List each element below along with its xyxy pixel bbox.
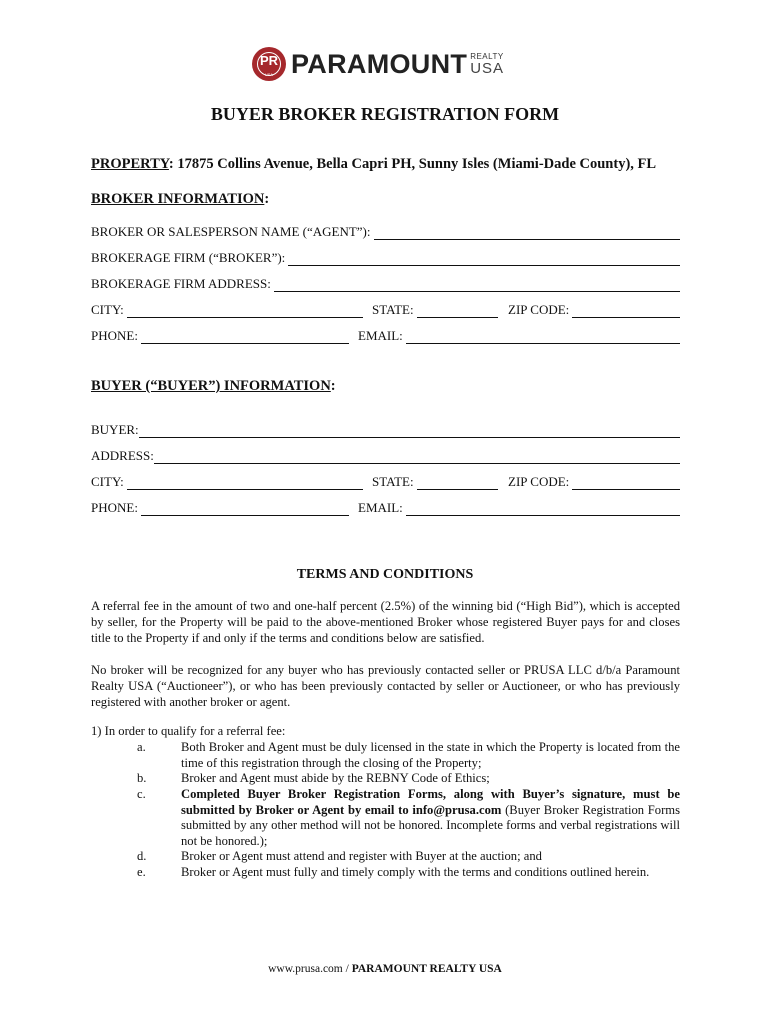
buyer-name-field[interactable] — [139, 425, 680, 438]
form-title: BUYER BROKER REGISTRATION FORM — [210, 104, 560, 124]
buyer-state-label: STATE: — [372, 474, 414, 489]
list-marker: d. — [137, 849, 147, 863]
buyer-state-row — [372, 472, 498, 490]
terms-paragraph-2: No broker will be recognized for any buyer who has previously contacted seller or PRUSA LLC d/b/a Paramount Realty USA (“Auctioneer”), or who has been previously contacted by seller or Auctioneer, or who has previously registered with another broker or agent. — [91, 663, 680, 709]
buyer-email-row — [358, 498, 680, 516]
broker-phone-field[interactable] — [141, 331, 349, 344]
brokerage-firm-field[interactable] — [288, 253, 680, 266]
broker-state-row — [372, 300, 498, 318]
buyer-phone-label: PHONE: — [91, 500, 138, 515]
company-logo — [252, 46, 504, 82]
broker-section-heading: BROKER INFORMATION: — [91, 191, 270, 207]
logo-realty: REALTY — [470, 51, 504, 61]
broker-email-label: EMAIL: — [358, 328, 403, 343]
list-item-text — [181, 787, 680, 849]
list-marker: b. — [137, 771, 147, 785]
list-item-rest: (Buyer Broker Registration Forms submitted by any other method will not be honored. Incomplete forms and verbal registrations will not be honored.); — [181, 802, 680, 848]
list-marker: a. — [137, 740, 146, 754]
buyer-email-label: EMAIL: — [358, 500, 403, 515]
buyer-city-row — [91, 472, 363, 490]
agent-name-row — [91, 222, 680, 240]
broker-zip-label: ZIP CODE: — [508, 302, 570, 317]
list-item-text: Broker or Agent must fully and timely comply with the terms and conditions outlined herein. — [181, 865, 650, 879]
terms-paragraph-1: A referral fee in the amount of two and one-half percent (2.5%) of the winning bid (“High Bid”), which is accepted by seller, for the Property will be paid to the above-mentioned Broker whose registered Buyer pays for and closes title to the Property if and only if the terms and conditions below are satisfied. — [91, 599, 680, 645]
buyer-city-field[interactable] — [127, 477, 363, 490]
brokerage-firm-row — [91, 248, 680, 266]
buyer-address-label: ADDRESS: — [91, 448, 154, 463]
list-item-bold: Completed Buyer Broker Registration Forms, along with Buyer’s signature, must be submitted by Broker or Agent by email to info@prusa.com — [181, 787, 680, 817]
broker-email-row — [358, 326, 680, 344]
list-intro: 1) In order to qualify for a referral fee: — [91, 724, 286, 738]
property-label: PROPERTY — [91, 156, 169, 172]
agent-name-label: BROKER OR SALESPERSON NAME (“AGENT”): — [91, 224, 371, 239]
brokerage-firm-label: BROKERAGE FIRM (“BROKER”): — [91, 250, 286, 265]
logo-mark-small: USA — [264, 72, 274, 77]
property-line — [91, 156, 656, 173]
logo-name: PARAMOUNT — [291, 48, 468, 79]
broker-state-field[interactable] — [417, 305, 498, 318]
buyer-zip-field[interactable] — [572, 477, 680, 490]
broker-city-label: CITY: — [91, 302, 124, 317]
buyer-address-row — [91, 446, 680, 464]
buyer-name-row — [91, 420, 680, 438]
footer-company: PARAMOUNT REALTY USA — [351, 963, 502, 975]
buyer-name-label: BUYER: — [91, 422, 139, 437]
footer-url: www.prusa.com / — [268, 963, 352, 975]
buyer-state-field[interactable] — [417, 477, 498, 490]
list-item-text: Broker and Agent must abide by the REBNY Code of Ethics; — [181, 771, 490, 785]
brokerage-address-label: BROKERAGE FIRM ADDRESS: — [91, 276, 271, 291]
logo-mark-letters: PR — [259, 53, 279, 68]
buyer-phone-row — [91, 498, 349, 516]
buyer-city-label: CITY: — [91, 474, 124, 489]
page-footer — [0, 963, 770, 975]
broker-city-field[interactable] — [127, 305, 363, 318]
buyer-zip-label: ZIP CODE: — [508, 474, 570, 489]
broker-zip-row — [508, 300, 680, 318]
buyer-email-field[interactable] — [406, 503, 680, 516]
terms-heading: TERMS AND CONDITIONS — [296, 567, 474, 582]
buyer-section-heading: BUYER (“BUYER”) INFORMATION: — [91, 378, 336, 394]
brokerage-address-field[interactable] — [274, 279, 680, 292]
list-item-text: Both Broker and Agent must be duly licensed in the state in which the Property is located from the time of this registration through the closing of the Property; — [181, 740, 680, 770]
broker-phone-label: PHONE: — [91, 328, 138, 343]
buyer-zip-row — [508, 472, 680, 490]
broker-phone-row — [91, 326, 349, 344]
list-item-text: Broker or Agent must attend and register with Buyer at the auction; and — [181, 849, 542, 863]
broker-city-row — [91, 300, 363, 318]
list-marker: e. — [137, 865, 146, 879]
buyer-phone-field[interactable] — [141, 503, 349, 516]
buyer-address-field[interactable] — [154, 451, 680, 464]
broker-state-label: STATE: — [372, 302, 414, 317]
list-marker: c. — [137, 787, 146, 801]
logo-mark-icon — [252, 47, 286, 81]
broker-zip-field[interactable] — [572, 305, 680, 318]
logo-usa: USA — [470, 59, 505, 77]
property-value: : 17875 Collins Avenue, Bella Capri PH, Sunny Isles (Miami-Dade County), FL — [168, 156, 657, 172]
broker-email-field[interactable] — [406, 331, 680, 344]
agent-name-field[interactable] — [374, 227, 681, 240]
brokerage-address-row — [91, 274, 680, 292]
